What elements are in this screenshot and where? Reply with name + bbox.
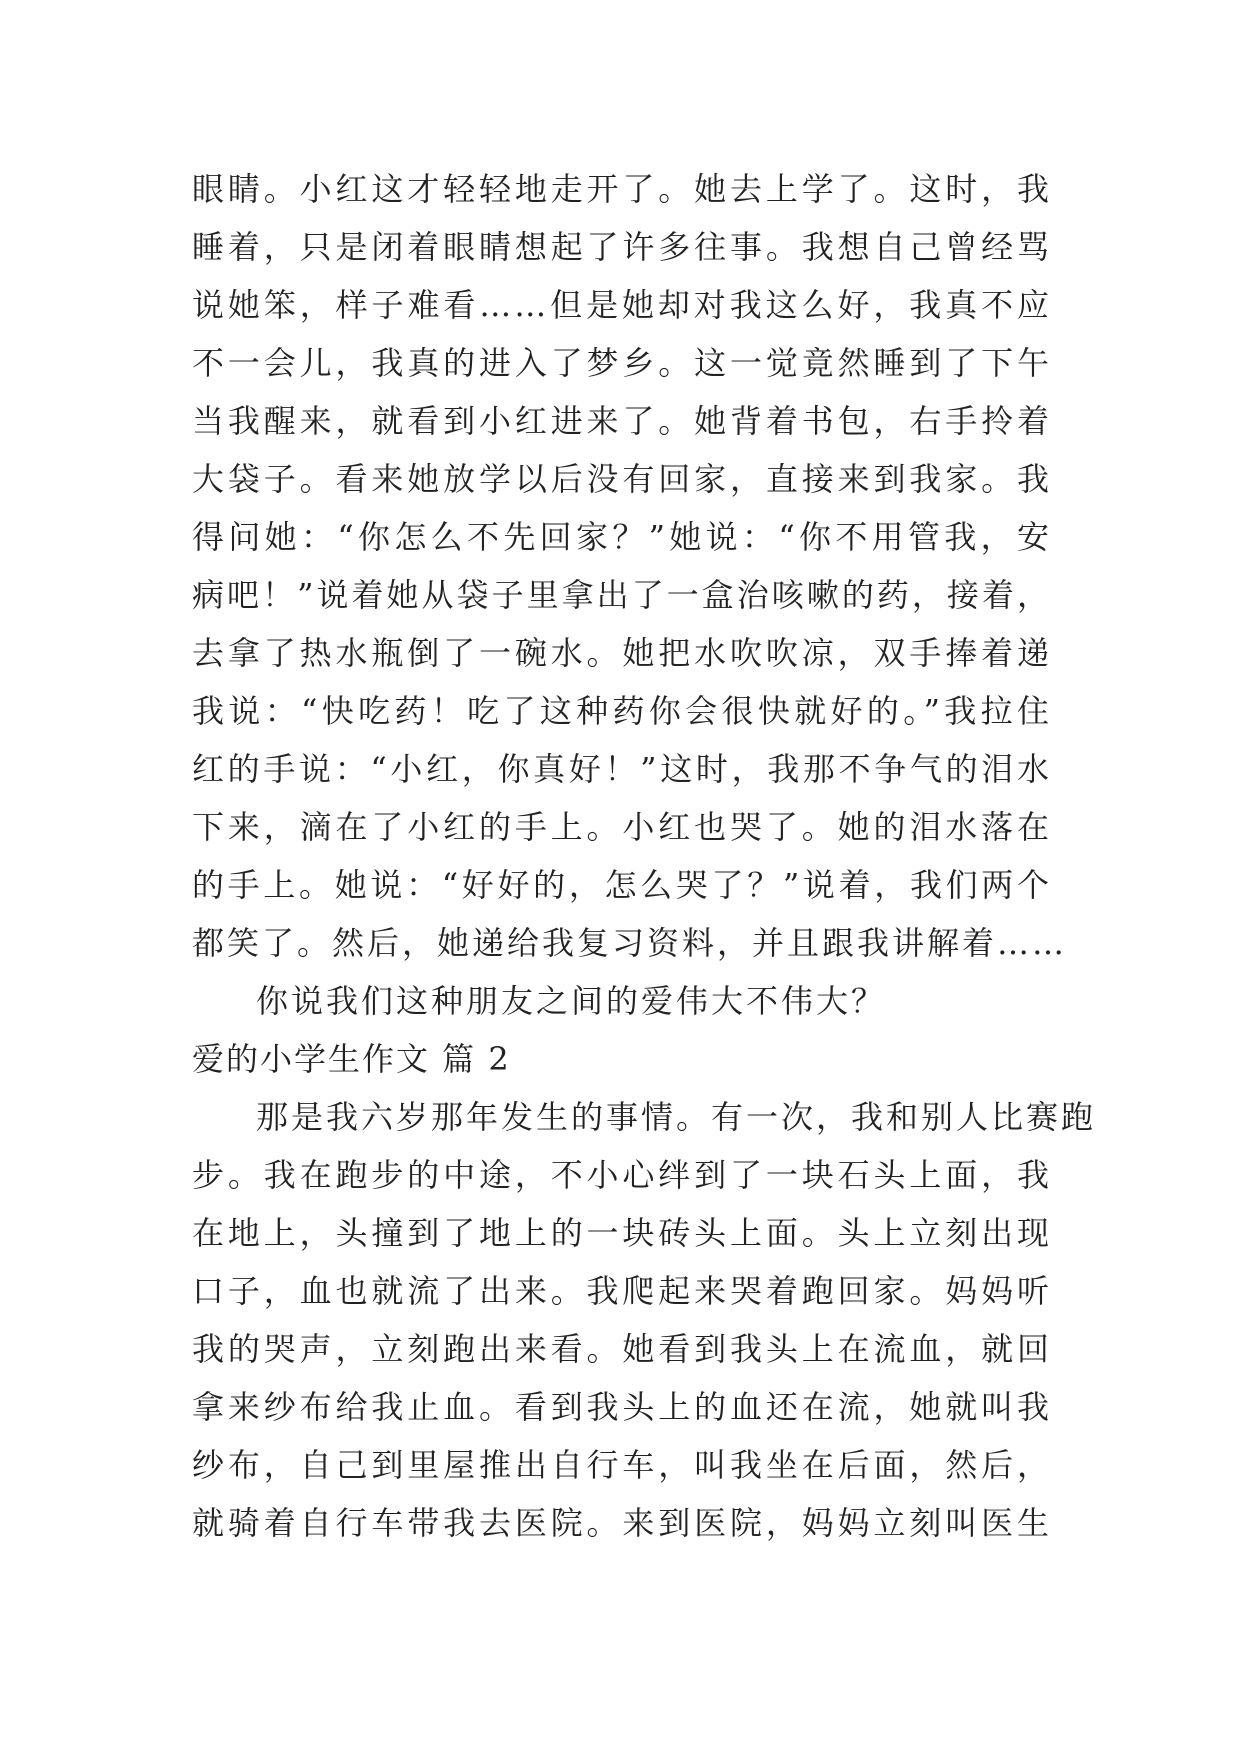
- paragraph-line: 纱布，自己到里屋推出自行车，叫我坐在后面，然后，: [192, 1446, 1052, 1484]
- paragraph-line: 我的哭声，立刻跑出来看。她看到我头上在流血，就回: [192, 1330, 1052, 1368]
- paragraph-line: 大袋子。看来她放学以后没有回家，直接来到我家。我: [192, 460, 1052, 498]
- paragraph-line: 在地上，头撞到了地上的一块砖头上面。头上立刻出现: [192, 1214, 1052, 1252]
- paragraph-line: 说她笨，样子难看……但是她却对我这么好，我真不应: [192, 286, 1052, 324]
- paragraph-line: 我说：“快吃药！吃了这种药你会很快就好的。”我拉住: [192, 692, 1052, 730]
- paragraph-line: 你说我们这种朋友之间的爱伟大不伟大？: [256, 982, 887, 1020]
- section-heading: 爱的小学生作文 篇 2: [192, 1040, 511, 1078]
- paragraph-line: 去拿了热水瓶倒了一碗水。她把水吹吹凉，双手捧着递: [192, 634, 1052, 672]
- paragraph-line: 病吧！”说着她从袋子里拿出了一盒治咳嗽的药，接着，: [192, 576, 1052, 614]
- paragraph-line: 口子，血也就流了出来。我爬起来哭着跑回家。妈妈听: [192, 1272, 1052, 1310]
- paragraph-line: 步。我在跑步的中途，不小心绊到了一块石头上面，我: [192, 1156, 1052, 1194]
- paragraph-line: 那是我六岁那年发生的事情。有一次，我和别人比赛跑: [256, 1098, 1097, 1136]
- paragraph-line: 睡着，只是闭着眼睛想起了许多往事。我想自己曾经骂: [192, 228, 1052, 266]
- paragraph-line: 得问她：“你怎么不先回家？”她说：“你不用管我，安: [192, 518, 1052, 556]
- paragraph-line: 拿来纱布给我止血。看到我头上的血还在流，她就叫我: [192, 1388, 1052, 1426]
- paragraph-line: 红的手说：“小红，你真好！”这时，我那不争气的泪水: [192, 750, 1052, 788]
- paragraph-line: 眼睛。小红这才轻轻地走开了。她去上学了。这时，我: [192, 170, 1052, 208]
- paragraph-line: 不一会儿，我真的进入了梦乡。这一觉竟然睡到了下午: [192, 344, 1052, 382]
- paragraph-line: 都笑了。然后，她递给我复习资料，并且跟我讲解着……: [192, 924, 1068, 962]
- essay-body: [192, 160, 1097, 1552]
- paragraph-line: 下来，滴在了小红的手上。小红也哭了。她的泪水落在: [192, 808, 1052, 846]
- paragraph-line: 的手上。她说：“好好的，怎么哭了？”说着，我们两个: [192, 866, 1052, 904]
- paragraph-line: 当我醒来，就看到小红进来了。她背着书包，右手拎着: [192, 402, 1052, 440]
- paragraph-line: 就骑着自行车带我去医院。来到医院，妈妈立刻叫医生: [192, 1504, 1052, 1542]
